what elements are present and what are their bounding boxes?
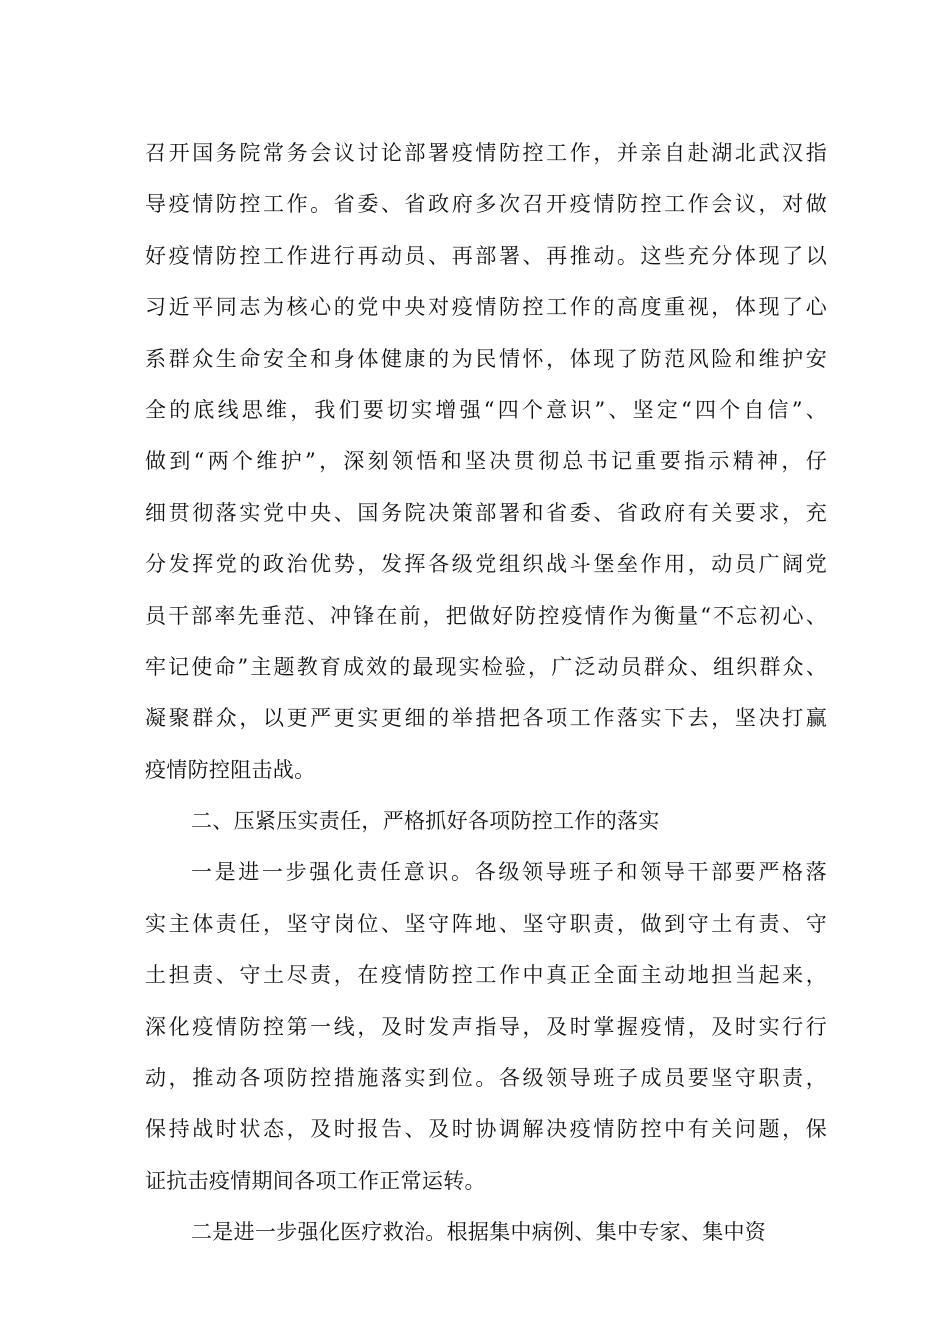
text-line: 证抗击疫情期间各项工作正常运转。 xyxy=(145,1168,486,1193)
text-line: 实主体责任，坚守岗位、坚守阵地、坚守职责，做到守土有责、守 xyxy=(145,911,827,936)
text-line: 动，推动各项防控措施落实到位。各级领导班子成员要坚守职责， xyxy=(145,1066,827,1091)
text-line: 牢记使命”主题教育成效的最现实检验，广泛动员群众、组织群众、 xyxy=(145,654,827,679)
text-line: 土担责、守土尽责，在疫情防控工作中真正全面主动地担当起来， xyxy=(145,963,827,988)
text-line: 好疫情防控工作进行再动员、再部署、再推动。这些充分体现了以 xyxy=(145,243,827,268)
text-line: 保持战时状态，及时报告、及时协调解决疫情防控中有关问题，保 xyxy=(145,1117,827,1142)
paragraph xyxy=(145,1207,827,1258)
text-line: 召开国务院常务会议讨论部署疫情防控工作，并亲自赴湖北武汉指 xyxy=(145,141,827,165)
text-line: 做到“两个维护”，深刻领悟和坚决贯彻总书记重要指示精神，仔 xyxy=(145,449,827,474)
text-line: 员干部率先垂范、冲锋在前，把做好防控疫情作为衡量“不忘初心、 xyxy=(145,603,827,628)
section-heading xyxy=(145,796,827,847)
paragraph xyxy=(145,128,827,796)
text-line: 凝聚群众，以更严更实更细的举措把各项工作落实下去，坚决打赢 xyxy=(145,706,827,731)
document-page xyxy=(145,128,827,1259)
text-line: 深化疫情防控第一线，及时发声指导，及时掌握疫情，及时实行行 xyxy=(145,1014,827,1039)
text-line: 习近平同志为核心的党中央对疫情防控工作的高度重视，体现了心 xyxy=(145,295,827,320)
text-line: 分发挥党的政治优势，发挥各级党组织战斗堡垒作用，动员广阔党 xyxy=(145,552,827,577)
text-line: 疫情防控阻击战。 xyxy=(145,757,316,782)
paragraph xyxy=(145,847,827,1207)
text-line: 细贯彻落实党中央、国务院决策部署和省委、省政府有关要求，充 xyxy=(145,500,827,525)
text-line: 一是进一步强化责任意识。各级领导班子和领导干部要严格落 xyxy=(191,860,827,885)
text-line: 二、压紧压实责任，严格抓好各项防控工作的落实 xyxy=(191,809,660,834)
text-line: 二是进一步强化医疗救治。根据集中病例、集中专家、集中资 xyxy=(191,1220,767,1245)
text-line: 系群众生命安全和身体健康的为民情怀，体现了防范风险和维护安 xyxy=(145,346,827,371)
text-line: 导疫情防控工作。省委、省政府多次召开疫情防控工作会议，对做 xyxy=(145,192,827,217)
text-line: 全的底线思维，我们要切实增强“四个意识”、坚定“四个自信”、 xyxy=(145,397,827,422)
